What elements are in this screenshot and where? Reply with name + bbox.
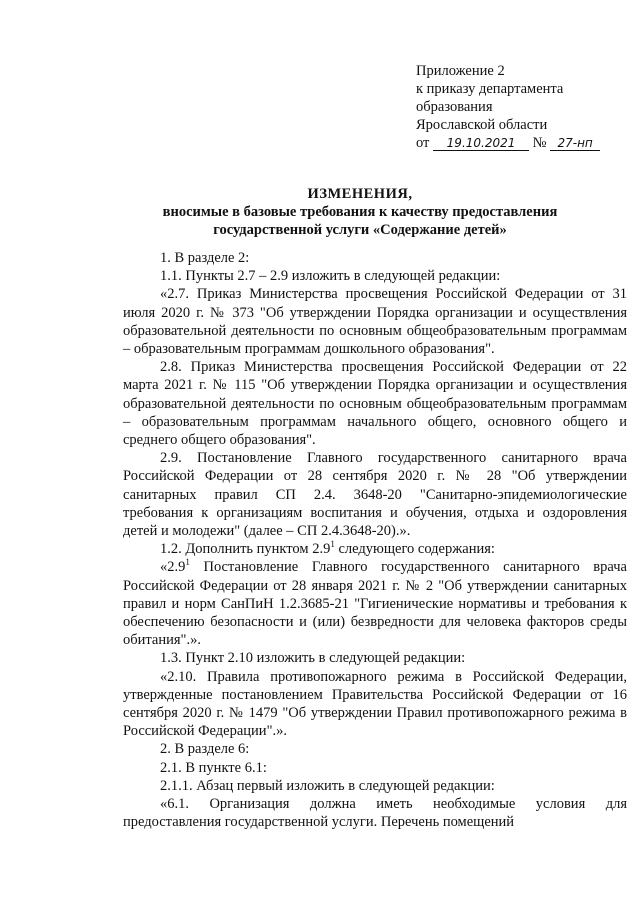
paragraph-text: Постановление Главного государственного санитарного врача Российской Федерации от 28 января 2021 г. № 2 "Об утверждении санитарных правил и норм СанПиН 1.2.3685-21 "Гигиенические нормативы и требования к обеспечению безопасности и (или) безвредности для человека факторов среды обитания".». <box>123 559 627 649</box>
number-label: № <box>532 135 547 151</box>
paragraph: 2.1.1. Абзац первый изложить в следующей редакции: <box>160 777 495 794</box>
handwritten-number: 27-нп <box>550 136 600 151</box>
appendix-line: Ярославской области <box>416 117 548 133</box>
paragraph-text: «2.9 <box>160 559 186 576</box>
paragraph: 2.1. В пункте 6.1: <box>160 759 267 776</box>
superscript: 1 <box>185 557 190 568</box>
appendix-line: образования <box>416 99 493 115</box>
paragraph: 1. В разделе 2: <box>160 250 250 266</box>
paragraph: 1.1. Пункты 2.7 – 2.9 изложить в следующей редакции: <box>160 268 501 285</box>
paragraph: 2.8. Приказ Министерства просвещения Российской Федерации от 22 марта 2021 г. № 115 "Об утверждении Порядка организации и осуществления образовательной деятельности по основным общеобразовательным программам – образовательным программам начального общего, основного общего и среднего общего образования". <box>123 359 627 449</box>
paragraph: «2.10. Правила противопожарного режима в Российской Федерации, утвержденные постановлением Правительства Российской Федерации от 16 сентября 2020 г. № 1479 "Об утверждении Правил противопожарного режима в Российской Федерации".». <box>123 668 627 740</box>
document-title: ИЗМЕНЕНИЯ, <box>307 186 413 202</box>
document-body <box>123 249 627 832</box>
document-subtitle: вносимые в базовые требования к качеству предоставления <box>162 204 558 220</box>
superscript: 1 <box>330 539 335 550</box>
handwritten-date: 19.10.2021 <box>433 136 529 151</box>
paragraph: «2.7. Приказ Министерства просвещения Российской Федерации от 31 июля 2020 г. № 373 "Об утверждении Порядка организации и осуществления образовательной деятельности по основным общеобразовательным программам – образовательным программам дошкольного образования". <box>123 286 627 358</box>
paragraph: 1.3. Пункт 2.10 изложить в следующей редакции: <box>160 650 466 667</box>
from-label: от <box>416 135 430 151</box>
appendix-line: к приказу департамента <box>416 81 564 97</box>
appendix-date-number-line <box>416 134 616 152</box>
document-subtitle: государственной услуги «Содержание детей» <box>213 222 507 238</box>
appendix-block <box>416 62 616 152</box>
paragraph-text: следующего содержания: <box>334 541 495 558</box>
appendix-line: Приложение 2 <box>416 63 505 79</box>
paragraph-text: 1.2. Дополнить пунктом 2.9 <box>160 541 331 558</box>
paragraph: «6.1. Организация должна иметь необходимые условия для предоставления государственной услуги. Перечень помещений <box>123 796 627 831</box>
paragraph <box>123 558 627 649</box>
paragraph: 2.9. Постановление Главного государственного санитарного врача Российской Федерации от 28 сентября 2020 г. № 28 "Об утверждении санитарных правил СП 2.4. 3648-20 "Санитарно-эпидемиологические требования к организациям воспитания и обучения, отдыха и оздоровления детей и молодежи" (далее – СП 2.4.3648-20).». <box>123 450 627 540</box>
paragraph: 2. В разделе 6: <box>160 741 250 758</box>
paragraph <box>123 540 627 558</box>
